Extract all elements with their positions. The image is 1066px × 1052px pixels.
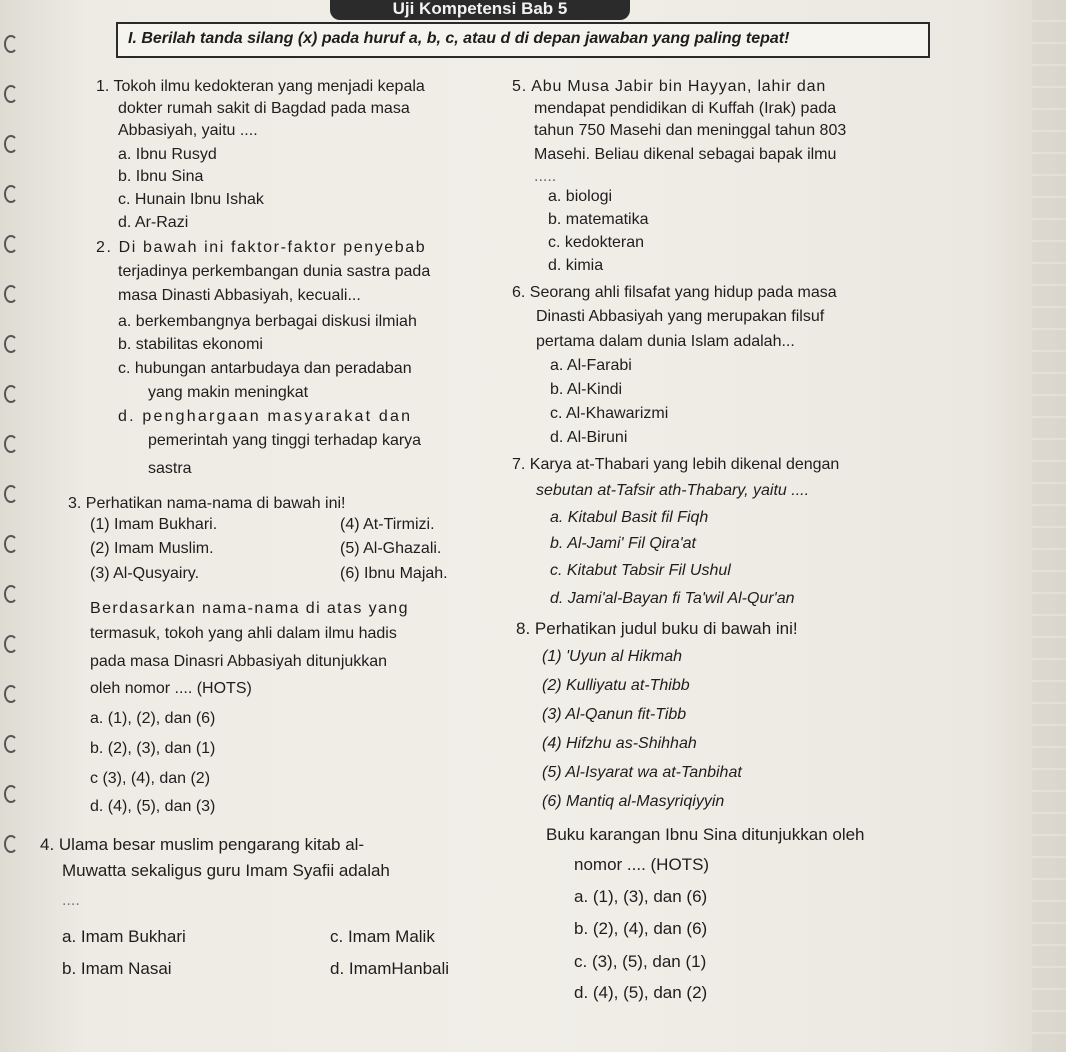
q8-line: nomor .... (HOTS) [574, 855, 710, 874]
page-edge-shadow [1032, 0, 1066, 1052]
q8-option-d[interactable]: d. (4), (5), dan (2) [574, 983, 708, 1002]
q1-option-c[interactable]: c. Hunain Ibnu Ishak [118, 191, 264, 208]
spiral-ring [4, 535, 18, 553]
q3-line: 3. Perhatikan nama-nama di bawah ini! [68, 495, 346, 512]
q5-line: ..... [534, 168, 557, 185]
spiral-ring [4, 785, 18, 803]
q6-option-a[interactable]: a. Al-Farabi [550, 357, 632, 374]
q4-option-b[interactable]: b. Imam Nasai [62, 959, 172, 978]
q8-line: Buku karangan Ibnu Sina ditunjukkan oleh [546, 825, 865, 844]
spiral-ring [4, 385, 18, 403]
q5-line: Masehi. Beliau dikenal sebagai bapak ilmu [534, 146, 837, 163]
instruction-text: I. Berilah tanda silang (x) pada huruf a, b, c, atau d di depan jawaban yang paling tepat! [128, 30, 790, 47]
instruction-box [116, 22, 930, 58]
q2-line: terjadinya perkembangan dunia sastra pada [118, 263, 431, 280]
q6-option-d[interactable]: d. Al-Biruni [550, 429, 628, 446]
q3-line: termasuk, tokoh yang ahli dalam ilmu hadis [90, 625, 397, 642]
spiral-ring [4, 585, 18, 603]
spiral-ring [4, 135, 18, 153]
q1-line: Abbasiyah, yaitu .... [118, 122, 258, 139]
q2-line: 2. Di bawah ini faktor-faktor penyebab [96, 239, 427, 256]
q3-line: pada masa Dinasri Abbasiyah ditunjukkan [90, 653, 388, 670]
q4-line: .... [62, 892, 80, 909]
q3-name: (6) Ibnu Majah. [340, 565, 448, 582]
q3-option-a[interactable]: a. (1), (2), dan (6) [90, 710, 216, 727]
q2-option-a[interactable]: a. berkembangnya berbagai diskusi ilmiah [118, 313, 417, 330]
spiral-ring [4, 485, 18, 503]
q6-line: 6. Seorang ahli filsafat yang hidup pada masa [512, 284, 837, 301]
q8-book: (2) Kulliyatu at-Thibb [542, 677, 690, 694]
q6-line: pertama dalam dunia Islam adalah... [536, 333, 795, 350]
q7-option-d[interactable]: d. Jami'al-Bayan fi Ta'wil Al-Qur'an [550, 590, 795, 607]
q7-option-c[interactable]: c. Kitabut Tabsir Fil Ushul [550, 562, 731, 579]
q3-line: Berdasarkan nama-nama di atas yang [90, 600, 409, 617]
q1-line: dokter rumah sakit di Bagdad pada masa [118, 100, 410, 117]
q3-option-b[interactable]: b. (2), (3), dan (1) [90, 740, 216, 757]
q5-option-a[interactable]: a. biologi [548, 188, 613, 205]
spiral-ring [4, 335, 18, 353]
spiral-ring [4, 185, 18, 203]
q8-book: (6) Mantiq al-Masyriqiyyin [542, 793, 725, 810]
q5-option-d[interactable]: d. kimia [548, 257, 604, 274]
chapter-band: Uji Kompetensi Bab 5 [330, 0, 630, 20]
q8-option-c[interactable]: c. (3), (5), dan (1) [574, 952, 707, 971]
q4-line: Muwatta sekaligus guru Imam Syafii adalah [62, 861, 390, 880]
q8-line: 8. Perhatikan judul buku di bawah ini! [516, 619, 798, 638]
q1-line: 1. Tokoh ilmu kedokteran yang menjadi kepala [96, 78, 425, 95]
spiral-ring [4, 35, 18, 53]
q4-option-c[interactable]: c. Imam Malik [330, 927, 435, 946]
q2-option-c-cont: yang makin meningkat [148, 384, 309, 401]
spiral-ring [4, 285, 18, 303]
q8-book: (5) Al-Isyarat wa at-Tanbihat [542, 764, 742, 781]
q1-option-d[interactable]: d. Ar-Razi [118, 214, 189, 231]
q4-option-d[interactable]: d. ImamHanbali [330, 959, 450, 978]
q3-name: (1) Imam Bukhari. [90, 516, 218, 533]
q2-line: masa Dinasti Abbasiyah, kecuali... [118, 287, 361, 304]
q8-option-a[interactable]: a. (1), (3), dan (6) [574, 887, 708, 906]
q5-option-b[interactable]: b. matematika [548, 211, 649, 228]
q5-line: mendapat pendidikan di Kuffah (Irak) pada [534, 100, 837, 117]
q6-option-c[interactable]: c. Al-Khawarizmi [550, 405, 669, 422]
q4-option-a[interactable]: a. Imam Bukhari [62, 927, 186, 946]
q3-name: (3) Al-Qusyairy. [90, 565, 200, 582]
q6-line: Dinasti Abbasiyah yang merupakan filsuf [536, 308, 825, 325]
q2-option-c[interactable]: c. hubungan antarbudaya dan peradaban [118, 360, 412, 377]
q3-line: oleh nomor .... (HOTS) [90, 680, 252, 697]
q3-name: (4) At-Tirmizi. [340, 516, 435, 533]
q2-option-d-cont: sastra [148, 460, 192, 477]
q2-option-b[interactable]: b. stabilitas ekonomi [118, 336, 263, 353]
q8-book: (4) Hifzhu as-Shihhah [542, 735, 697, 752]
q7-line: sebutan at-Tafsir ath-Thabary, yaitu .... [536, 482, 810, 499]
q8-option-b[interactable]: b. (2), (4), dan (6) [574, 919, 708, 938]
q2-option-d-cont: pemerintah yang tinggi terhadap karya [148, 432, 422, 449]
q8-book: (3) Al-Qanun fit-Tibb [542, 706, 687, 723]
q1-option-b[interactable]: b. Ibnu Sina [118, 168, 204, 185]
q7-option-a[interactable]: a. Kitabul Basit fil Fiqh [550, 509, 709, 526]
q7-option-b[interactable]: b. Al-Jami' Fil Qira'at [550, 535, 696, 552]
spiral-ring [4, 735, 18, 753]
spiral-ring [4, 435, 18, 453]
q3-name: (2) Imam Muslim. [90, 540, 214, 557]
q3-option-c[interactable]: c (3), (4), dan (2) [90, 770, 211, 787]
q5-line: 5. Abu Musa Jabir bin Hayyan, lahir dan [512, 78, 827, 95]
q2-option-d[interactable]: d. penghargaan masyarakat dan [118, 408, 413, 425]
spiral-ring [4, 85, 18, 103]
q5-line: tahun 750 Masehi dan meninggal tahun 803 [534, 122, 847, 139]
q4-line: 4. Ulama besar muslim pengarang kitab al- [40, 835, 365, 854]
q7-line: 7. Karya at-Thabari yang lebih dikenal dengan [512, 456, 840, 473]
q5-option-c[interactable]: c. kedokteran [548, 234, 645, 251]
spiral-ring [4, 235, 18, 253]
q3-name: (5) Al-Ghazali. [340, 540, 442, 557]
q6-option-b[interactable]: b. Al-Kindi [550, 381, 623, 398]
spiral-ring [4, 685, 18, 703]
q3-option-d[interactable]: d. (4), (5), dan (3) [90, 798, 216, 815]
q1-option-a[interactable]: a. Ibnu Rusyd [118, 146, 217, 163]
q8-book: (1) 'Uyun al Hikmah [542, 648, 682, 665]
spiral-ring [4, 835, 18, 853]
spiral-ring [4, 635, 18, 653]
